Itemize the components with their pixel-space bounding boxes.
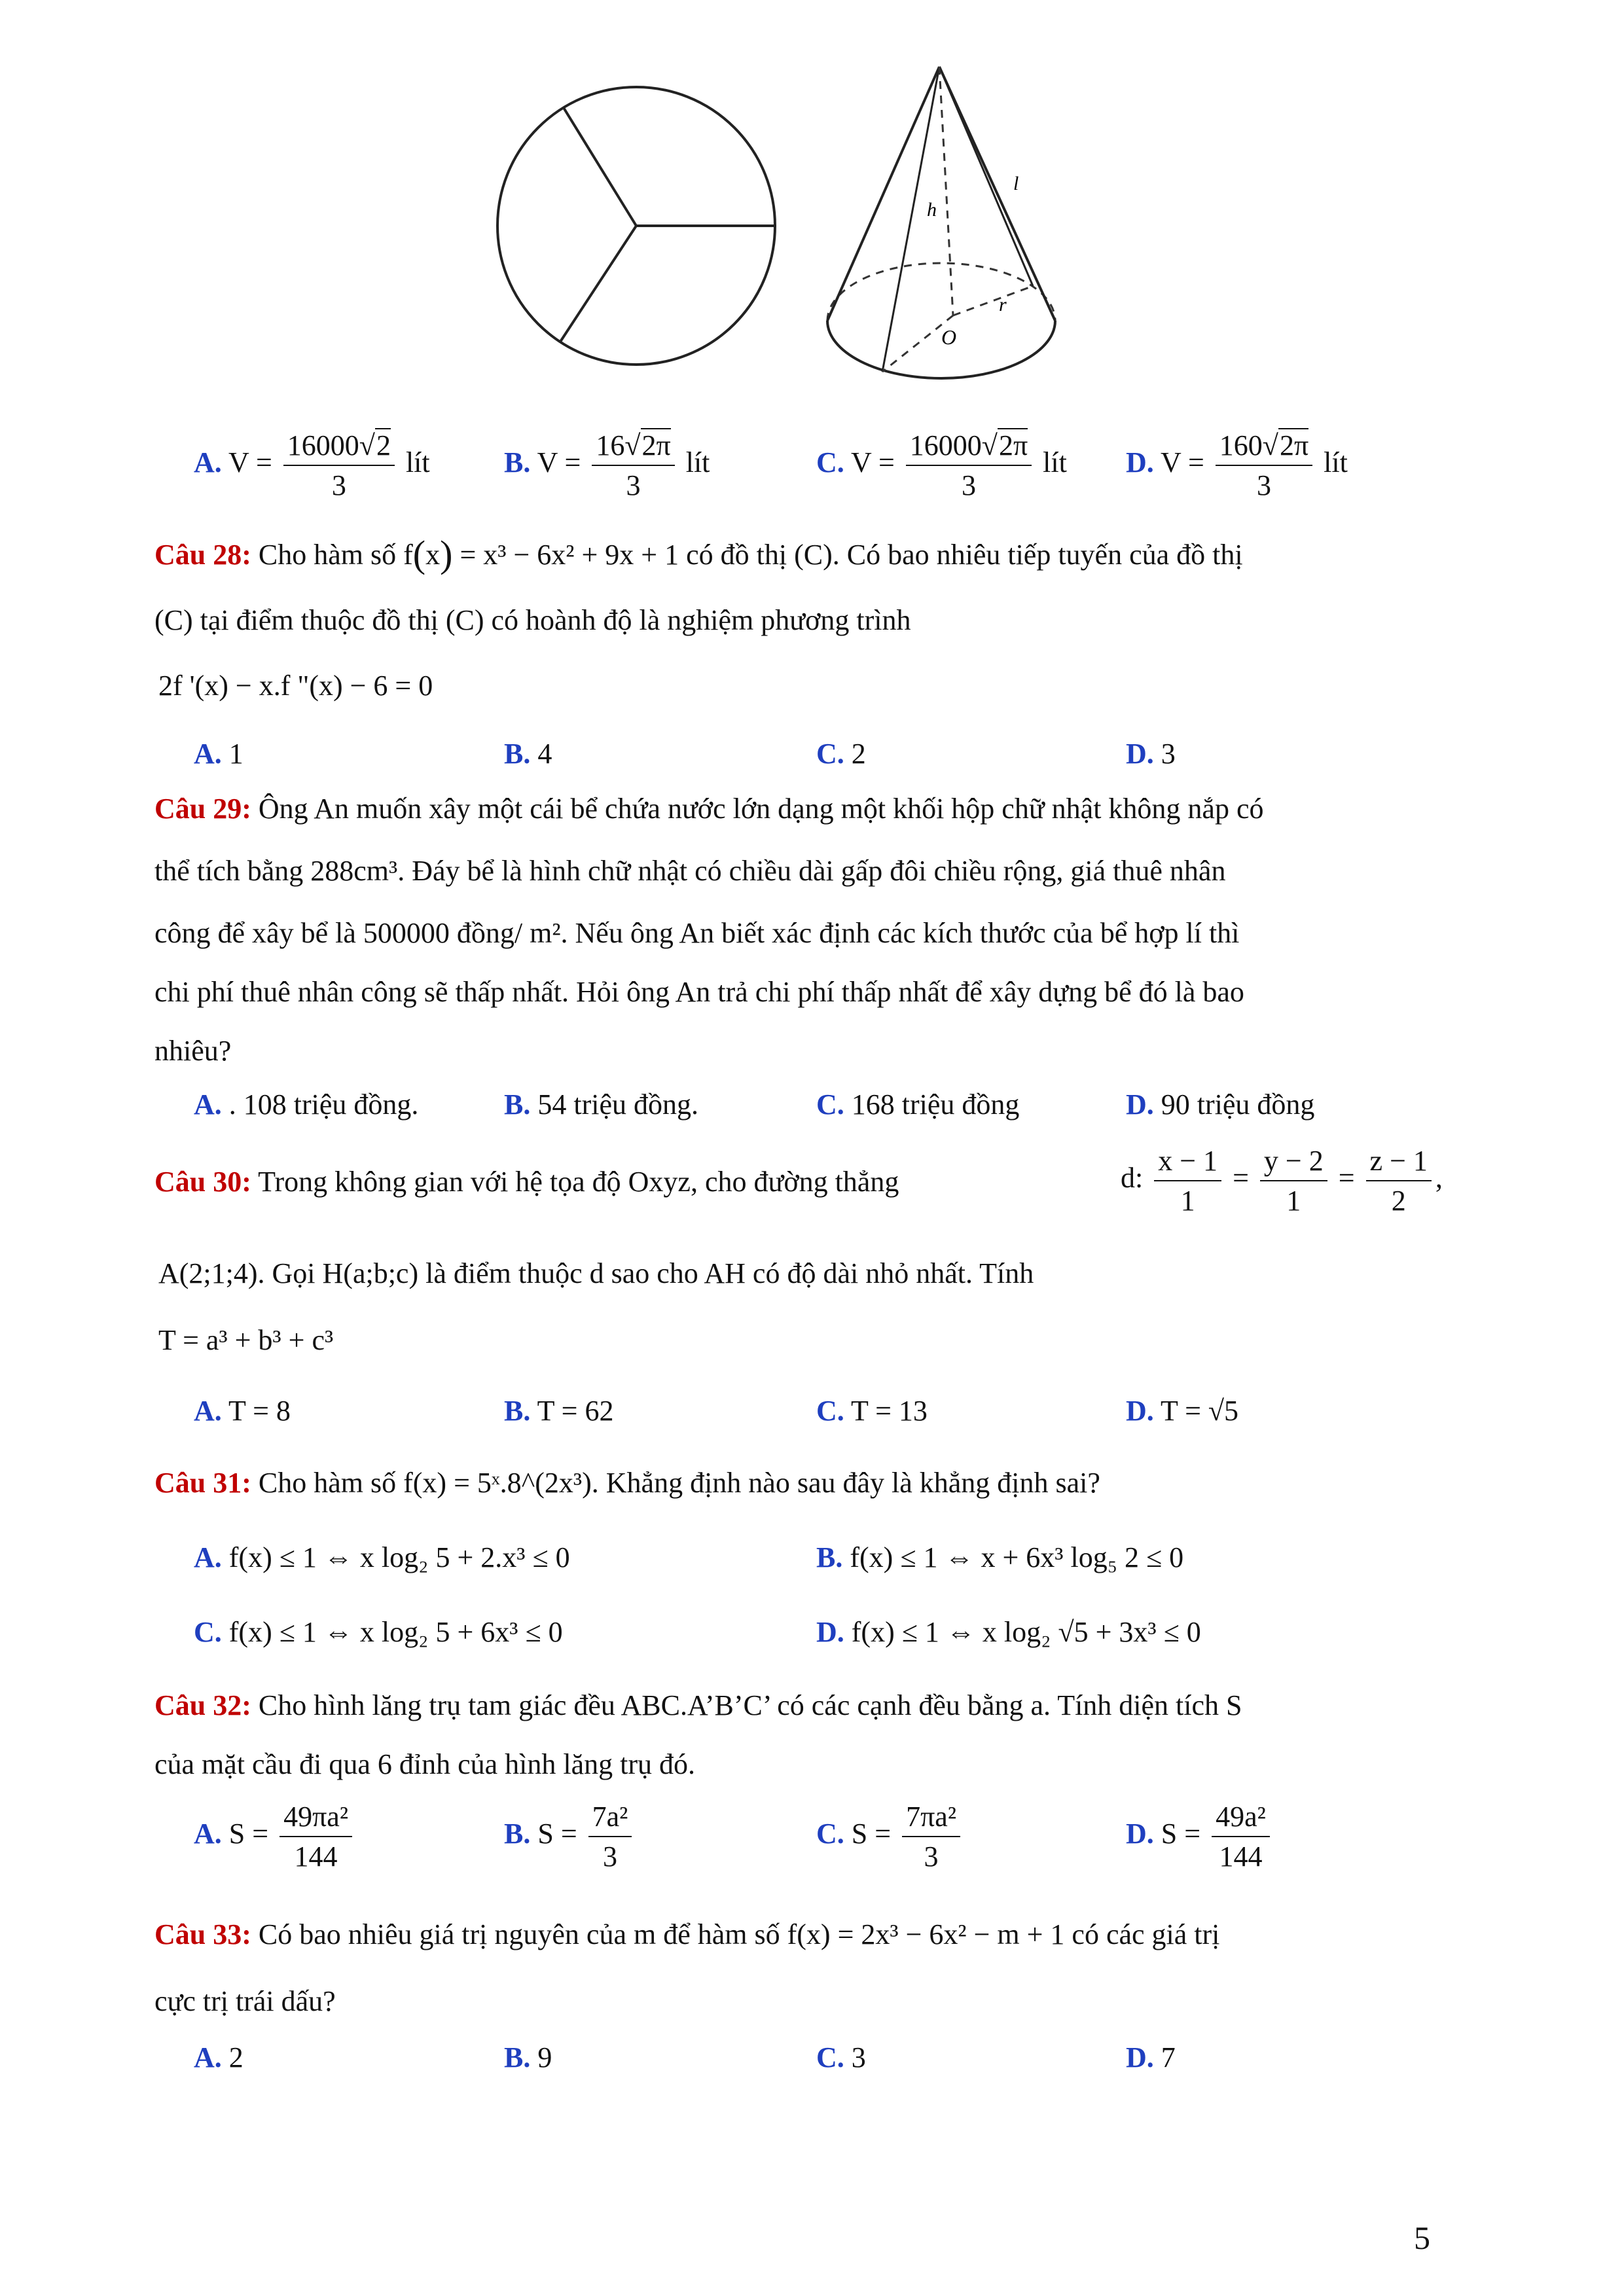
q29-line-4: chi phí thuê nhân công sẽ thấp nhất. Hỏi ông An trả chi phí thấp nhất để xây dựng bể đó là bao bbox=[154, 976, 1244, 1008]
q30-option-d: D. T = √5 bbox=[1126, 1395, 1239, 1427]
q33-option-d: D. 7 bbox=[1126, 2041, 1176, 2073]
page-number: 5 bbox=[1414, 2219, 1430, 2256]
q30-line-equation: d: $\frac{x - 1}{1}$ = $\frac{y - 2}{1}$ = $\frac{z - 1}{2}$ , bbox=[1121, 1145, 1443, 1217]
q27-option-c: C. V = $\frac{16000√2\pi}{3}$ lít bbox=[816, 429, 1067, 501]
q29-line-5: nhiêu? bbox=[154, 1035, 232, 1067]
q28-option-c: C. 2 bbox=[816, 738, 866, 770]
q29-option-a: A. . 108 triệu đồng. bbox=[194, 1088, 419, 1121]
q32-line-2: của mặt cầu đi qua 6 đỉnh của hình lăng trụ đó. bbox=[154, 1748, 695, 1780]
q33-option-c: C. 3 bbox=[816, 2041, 866, 2073]
q29-line-1: Câu 29: Ông An muốn xây một cái bể chứa nước lớn dạng một khối hộp chữ nhật không nắp có bbox=[154, 793, 1264, 825]
q30-line-3: T = a³ + b³ + c³ bbox=[158, 1324, 334, 1356]
cone-label-h: h bbox=[927, 199, 937, 221]
q33-option-b: B. 9 bbox=[504, 2041, 552, 2073]
q28-line-1: Câu 28: Cho hàm số f(x) = x³ − 6x² + 9x + 1 có đồ thị (C). Có bao nhiêu tiếp tuyến của đồ thị bbox=[154, 533, 1243, 575]
q32-option-d: D. S = $\frac{\text{49a²}}{144}$ bbox=[1126, 1800, 1274, 1873]
q29-line-2: thể tích bằng 288cm³. Đáy bể là hình chữ nhật có chiều dài gấp đôi chiều rộng, giá thuê nhân bbox=[154, 855, 1226, 887]
q30-option-a: A. T = 8 bbox=[194, 1395, 291, 1427]
q29-option-d: D. 90 triệu đồng bbox=[1126, 1088, 1315, 1121]
q27-option-d: D. V = $\frac{160√2\pi}{3}$ lít bbox=[1126, 429, 1348, 501]
q32-option-c: C. S = $\frac{\text{7πa²}}{3}$ bbox=[816, 1800, 964, 1873]
q31-option-d: D. f(x) ≤ 1 ⇔ x log₂ √5 + 3x³ ≤ 0 bbox=[816, 1616, 1201, 1648]
q32-option-a: A. S = $\frac{\text{49πa²}}{144}$ bbox=[194, 1800, 356, 1873]
q28-option-b: B. 4 bbox=[504, 738, 552, 770]
q30-option-c: C. T = 13 bbox=[816, 1395, 928, 1427]
q29-option-c: C. 168 triệu đồng bbox=[816, 1088, 1020, 1121]
q31-option-a: A. f(x) ≤ 1 ⇔ x log₂ 5 + 2.x³ ≤ 0 bbox=[194, 1541, 570, 1573]
q27-option-b: B. V = $\frac{16√2\pi}{3}$ lít bbox=[504, 429, 710, 501]
q33-line-1: Câu 33: Có bao nhiêu giá trị nguyên của m để hàm số f(x) = 2x³ − 6x² − m + 1 có các giá trị bbox=[154, 1918, 1220, 1950]
cone-label-r: r bbox=[999, 294, 1007, 315]
q33-option-a: A. 2 bbox=[194, 2041, 244, 2073]
q31-line-1: Câu 31: Cho hàm số f(x) = 5ˣ.8^(2x³). Khẳng định nào sau đây là khẳng định sai? bbox=[154, 1467, 1100, 1499]
q30-option-b: B. T = 62 bbox=[504, 1395, 614, 1427]
cone-shape bbox=[827, 67, 1055, 378]
q28-line-2: (C) tại điểm thuộc đồ thị (C) có hoành độ là nghiệm phương trình bbox=[154, 604, 911, 636]
q31-option-b: B. f(x) ≤ 1 ⇔ x + 6x³ log₅ 2 ≤ 0 bbox=[816, 1541, 1184, 1573]
cone-label-o: O bbox=[941, 325, 957, 349]
q30-line-2: A(2;1;4). Gọi H(a;b;c) là điểm thuộc d sao cho AH có độ dài nhỏ nhất. Tính bbox=[158, 1257, 1034, 1289]
q31-option-c: C. f(x) ≤ 1 ⇔ x log₂ 5 + 6x³ ≤ 0 bbox=[194, 1616, 563, 1648]
q27-option-a: A. V = $\frac{16000√2}{3}$ lít bbox=[194, 429, 430, 501]
figure-circle-cone bbox=[484, 59, 1100, 393]
q28-option-a: A. 1 bbox=[194, 738, 244, 770]
q32-line-1: Câu 32: Cho hình lăng trụ tam giác đều ABC.A’B’C’ có các cạnh đều bằng a. Tính diện tích S bbox=[154, 1689, 1242, 1721]
q29-option-b: B. 54 triệu đồng. bbox=[504, 1088, 698, 1121]
q28-equation: 2f '(x) − x.f "(x) − 6 = 0 bbox=[158, 670, 433, 702]
q32-option-b: B. S = $\frac{\text{7a²}}{3}$ bbox=[504, 1800, 636, 1873]
cone-label-l: l bbox=[1013, 173, 1019, 194]
q28-option-d: D. 3 bbox=[1126, 738, 1176, 770]
q30-line-1: Câu 30: Trong không gian với hệ tọa độ Oxyz, cho đường thẳng bbox=[154, 1166, 899, 1198]
q33-line-2: cực trị trái dấu? bbox=[154, 1985, 336, 2017]
q29-line-3: công để xây bể là 500000 đồng/ m². Nếu ông An biết xác định các kích thước của bể hợp lí thì bbox=[154, 917, 1240, 949]
